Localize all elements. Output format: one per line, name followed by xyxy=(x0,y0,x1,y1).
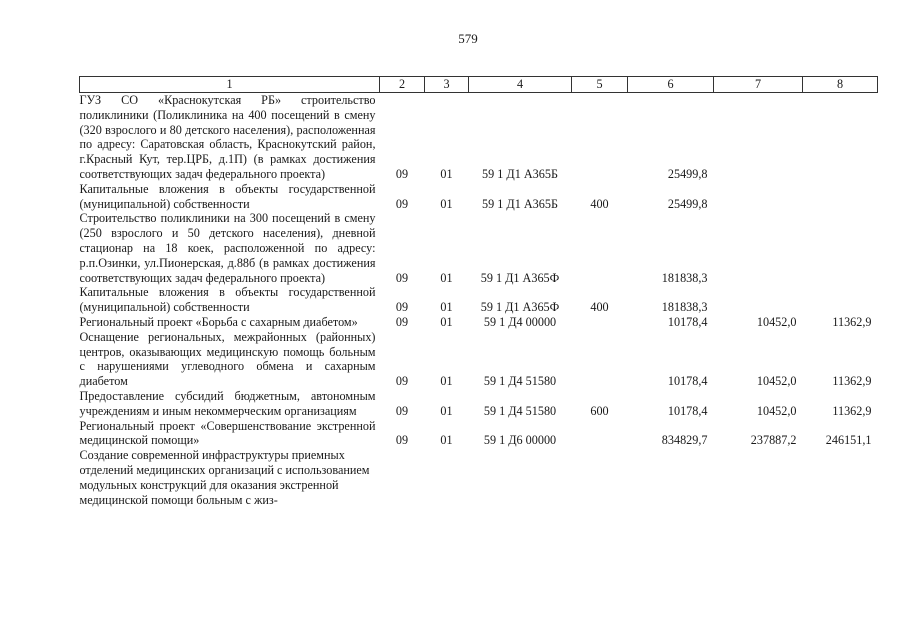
target-article-code: 59 1 Д1 А365Ф xyxy=(480,270,560,285)
target-article-code: 59 1 Д4 00000 xyxy=(483,314,557,329)
amount-col-7 xyxy=(714,93,803,182)
row-description: Капитальные вложения в объекты государственной (муниципальной) собственности xyxy=(79,285,376,315)
subsection-code: 01 xyxy=(440,314,453,329)
row-description: Региональный проект «Совершенствование экстренной медицинской помощи» xyxy=(79,418,376,448)
table-row xyxy=(80,211,878,285)
section-code xyxy=(380,448,425,507)
column-header: 3 xyxy=(425,77,469,93)
section-code: 09 xyxy=(395,166,409,181)
amount-col-7: 237887,2 xyxy=(750,433,797,448)
table-row xyxy=(80,448,878,507)
subsection-code: 01 xyxy=(440,166,453,181)
amount-col-8 xyxy=(803,93,878,182)
amount-col-7 xyxy=(714,285,803,315)
expense-type-code xyxy=(572,419,628,449)
amount-col-8: 11362,9 xyxy=(832,314,872,329)
amount-col-8: 11362,9 xyxy=(832,403,872,418)
column-header: 4 xyxy=(469,77,572,93)
amount-col-7: 10452,0 xyxy=(756,403,797,418)
row-description: Капитальные вложения в объекты государственной (муниципальной) собственности xyxy=(79,181,376,211)
target-article-code xyxy=(469,448,572,507)
column-header: 6 xyxy=(628,77,714,93)
row-description: ГУЗ СО «Краснокутская РБ» строительство поликлиники (Поликлиника на 400 посещений в смену (320 взрослого и 80 детского населения), расположенная по адресу: Саратовская область, Краснокутский район, г.Красный Кут, тер.ЦРБ, д.1П) (в рамках достижения соответствующих задач федерального проекта) xyxy=(79,93,376,181)
table-row xyxy=(80,285,878,315)
row-description: Оснащение региональных, межрайонных (районных) центров, оказывающих медицинскую помощь больным с нарушениями углеводного обмена и сахарным диабетом xyxy=(79,329,376,389)
amount-col-7 xyxy=(714,211,803,285)
row-description: Создание современной инфраструктуры приемных отделений медицинских организаций с использованием модульных конструкций для оказания экстренной медицинской помощи больным с жиз- xyxy=(79,448,370,507)
section-code: 09 xyxy=(395,374,409,389)
amount-col-6: 834829,7 xyxy=(661,433,708,448)
subsection-code: 01 xyxy=(440,300,453,315)
subsection-code: 01 xyxy=(440,403,453,418)
amount-col-6: 10178,4 xyxy=(667,374,708,389)
row-description: Строительство поликлиники на 300 посещений в смену (250 взрослого и 50 детского населения), дневной стационар на 18 коек, расположенной по адресу: р.п.Озинки, ул.Пионерская, д.88б (в рамках достижения соответствующих задач федерального проекта) xyxy=(79,211,376,285)
amount-col-8: 246151,1 xyxy=(825,433,872,448)
amount-col-7: 10452,0 xyxy=(756,374,797,389)
amount-col-6 xyxy=(628,448,714,507)
subsection-code: 01 xyxy=(440,433,453,448)
target-article-code: 59 1 Д4 51580 xyxy=(483,403,557,418)
header-row xyxy=(80,77,878,93)
amount-col-6: 181838,3 xyxy=(661,270,708,285)
section-code: 09 xyxy=(395,433,409,448)
section-code: 09 xyxy=(395,403,409,418)
amount-col-6: 10178,4 xyxy=(667,314,708,329)
row-description: Предоставление субсидий бюджетным, автономным учреждениям и иным некоммерческим организациям xyxy=(79,388,376,418)
expense-type-code xyxy=(572,315,628,330)
section-code: 09 xyxy=(395,270,409,285)
expense-type-code xyxy=(572,211,628,285)
section-code: 09 xyxy=(395,314,409,329)
column-header: 8 xyxy=(803,77,878,93)
amount-col-6: 25499,8 xyxy=(667,196,708,211)
expense-type-code xyxy=(572,330,628,389)
column-header: 2 xyxy=(380,77,425,93)
page-number: 579 xyxy=(458,31,478,46)
expense-type-code: 400 xyxy=(590,300,609,315)
subsection-code: 01 xyxy=(440,196,453,211)
expense-type-code xyxy=(572,93,628,182)
target-article-code: 59 1 Д1 А365Ф xyxy=(480,300,560,315)
table-row xyxy=(80,93,878,182)
amount-col-6: 10178,4 xyxy=(667,403,708,418)
section-code: 09 xyxy=(395,196,409,211)
target-article-code: 59 1 Д1 А365Б xyxy=(482,166,558,181)
target-article-code: 59 1 Д4 51580 xyxy=(483,374,557,389)
subsection-code xyxy=(425,448,469,507)
section-code: 09 xyxy=(395,300,409,315)
expense-type-code xyxy=(572,448,628,507)
amount-col-8: 11362,9 xyxy=(832,374,872,389)
column-header: 1 xyxy=(80,77,380,93)
subsection-code: 01 xyxy=(440,270,453,285)
table-row xyxy=(80,182,878,212)
table-row xyxy=(80,389,878,419)
amount-col-6: 25499,8 xyxy=(667,166,708,181)
budget-table xyxy=(79,76,878,507)
column-header: 7 xyxy=(714,77,803,93)
table-row xyxy=(80,419,878,449)
column-header: 5 xyxy=(572,77,628,93)
amount-col-7: 10452,0 xyxy=(756,314,797,329)
amount-col-8 xyxy=(803,182,878,212)
amount-col-8 xyxy=(803,448,878,507)
amount-col-6: 181838,3 xyxy=(661,300,708,315)
table-row xyxy=(80,330,878,389)
expense-type-code: 400 xyxy=(590,196,609,211)
amount-col-8 xyxy=(803,211,878,285)
row-description: Региональный проект «Борьба с сахарным диабетом» xyxy=(79,314,358,329)
target-article-code: 59 1 Д1 А365Б xyxy=(482,196,558,211)
target-article-code: 59 1 Д6 00000 xyxy=(483,433,557,448)
amount-col-8 xyxy=(803,285,878,315)
subsection-code: 01 xyxy=(440,374,453,389)
expense-type-code: 600 xyxy=(590,403,609,418)
table-row xyxy=(80,315,878,330)
amount-col-7 xyxy=(714,448,803,507)
amount-col-7 xyxy=(714,182,803,212)
